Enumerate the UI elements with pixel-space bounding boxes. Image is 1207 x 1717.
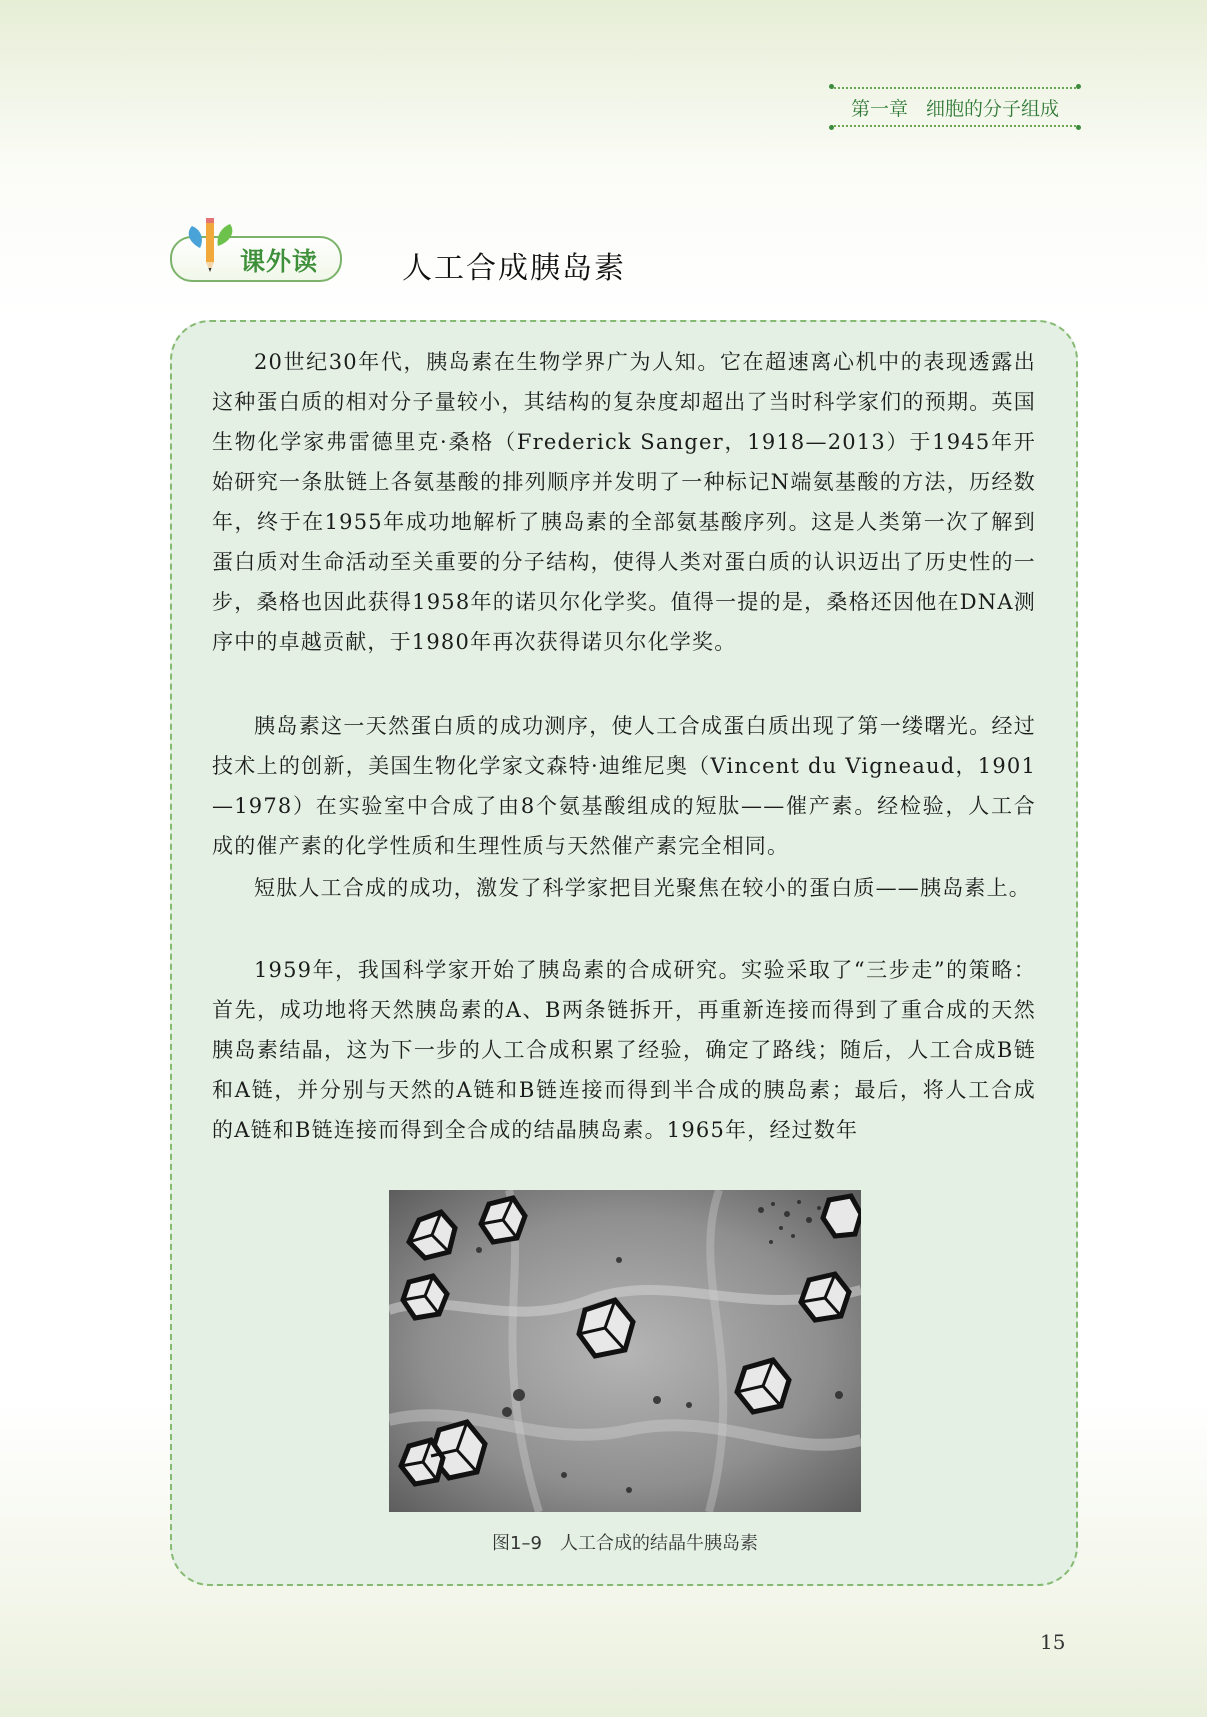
pencil-sprout-icon <box>182 212 242 276</box>
header-rule-top <box>831 87 1079 89</box>
chapter-title: 细胞的分子组成 <box>926 97 1060 120</box>
header-dot <box>829 84 834 89</box>
figure-caption: 图1–9 人工合成的结晶牛胰岛素 <box>492 1533 758 1554</box>
section-title: 人工合成胰岛素 <box>402 251 626 286</box>
insulin-crystal-micrograph <box>389 1190 861 1512</box>
page-number: 15 <box>1040 1630 1066 1654</box>
header-rule-bottom <box>831 125 1079 127</box>
micrograph-image <box>389 1190 861 1512</box>
header-dot <box>1076 84 1081 89</box>
chapter-number: 第一章 <box>850 97 908 120</box>
header-dot <box>829 125 834 130</box>
section-badge <box>170 236 342 282</box>
body-paragraph: 1959年，我国科学家开始了胰岛素的合成研究。实验采取了“三步走”的策略：首先，成功地将天然胰岛素的A、B两条链拆开，再重新连接而得到了重合成的天然胰岛素结晶，这为下一步的人工合成积累了经验，确定了路线；随后，人工合成B链和A链，并分别与天然的A链和B链连接而得到半合成的胰岛素；最后，将人工合成的A链和B链连接而得到全合成的结晶胰岛素。1965年，经过数年 <box>212 958 1036 1142</box>
body-paragraph: 胰岛素这一天然蛋白质的成功测序，使人工合成蛋白质出现了第一缕曙光。经过技术上的创新，美国生物化学家文森特·迪维尼奥（Vincent du Vigneaud，1901—1978）在实验室中合成了由8个氨基酸组成的短肽——催产素。经检验，人工合成的催产素的化学性质和生理性质与天然催产素完全相同。 <box>212 714 1036 858</box>
header-dot <box>1076 125 1081 130</box>
chapter-header <box>831 87 1079 127</box>
section-badge-label: 课外读 <box>240 247 319 276</box>
body-paragraph: 短肽人工合成的成功，激发了科学家把目光聚焦在较小的蛋白质——胰岛素上。 <box>254 876 1031 900</box>
body-paragraph: 20世纪30年代，胰岛素在生物学界广为人知。它在超速离心机中的表现透露出这种蛋白质的相对分子量较小，其结构的复杂度却超出了当时科学家们的预期。英国生物化学家弗雷德里克·桑格（Frederick Sanger，1918—2013）于1945年开始研究一条肽链上各氨基酸的排列顺序并发明了一种标记N端氨基酸的方法，历经数年，终于在1955年成功地解析了胰岛素的全部氨基酸序列。这是人类第一次了解到蛋白质对生命活动至关重要的分子结构，使得人类对蛋白质的认识迈出了历史性的一步，桑格也因此获得1958年的诺贝尔化学奖。值得一提的是，桑格还因他在DNA测序中的卓越贡献，于1980年再次获得诺贝尔化学奖。 <box>212 350 1036 654</box>
